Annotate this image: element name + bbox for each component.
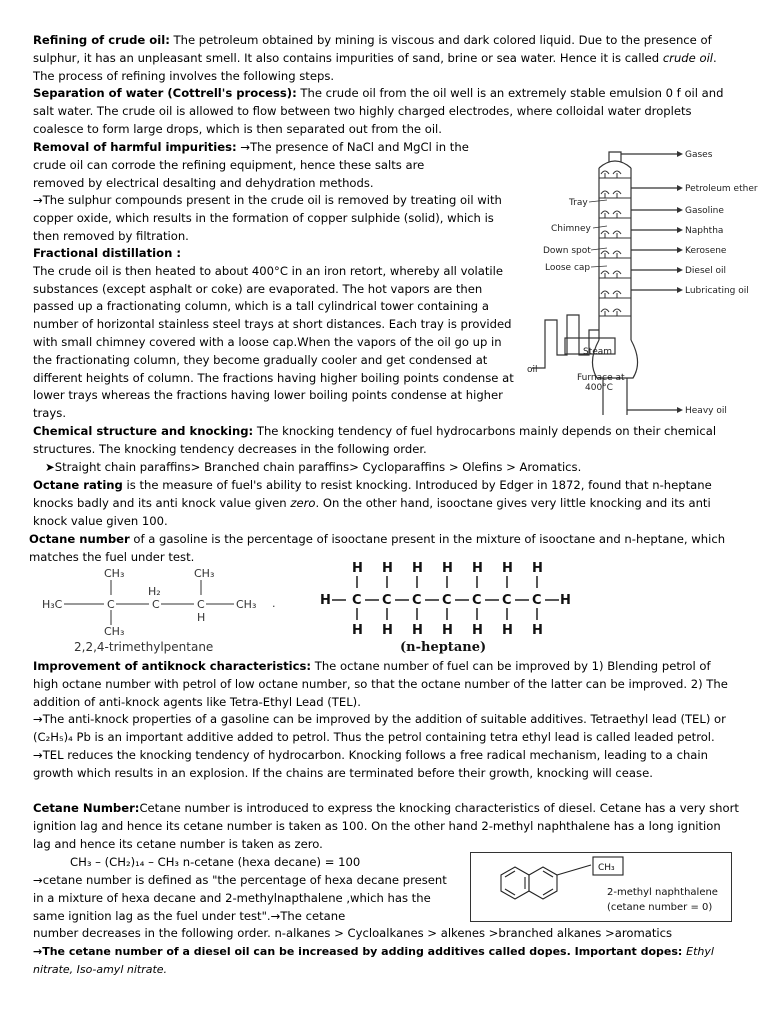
chimney-cap xyxy=(601,211,609,218)
chimney-cap xyxy=(601,291,609,298)
svg-text:2-methyl naphthalene: 2-methyl naphthalene xyxy=(607,887,718,898)
heptane-structure xyxy=(316,560,586,658)
chimney-cap xyxy=(613,211,621,218)
svg-text:Gasoline: Gasoline xyxy=(685,206,724,216)
svg-text:Lubricating oil: Lubricating oil xyxy=(685,286,749,296)
heptane-c: C xyxy=(442,593,452,608)
heading-separation: Separation of water (Cottrell's process): xyxy=(33,86,297,100)
svg-text:Furnace at: Furnace at xyxy=(577,373,625,383)
svg-text:CH₃: CH₃ xyxy=(104,625,125,638)
heptane-c: C xyxy=(352,593,362,608)
chimney-cap xyxy=(601,191,609,198)
heptane-h-top: H xyxy=(412,561,423,576)
heading-knocking: Chemical structure and knocking: xyxy=(33,424,254,438)
heptane-h-top: H xyxy=(442,561,453,576)
heading-impurities: Removal of harmful impurities: xyxy=(33,140,237,154)
svg-text:Petroleum ether: Petroleum ether xyxy=(685,184,758,194)
svg-text:(cetane number = 0): (cetane number = 0) xyxy=(607,902,713,913)
heading-octane-number: Octane number xyxy=(29,532,130,546)
chimney-cap xyxy=(613,251,621,258)
chimney-cap xyxy=(613,271,621,278)
svg-text:C: C xyxy=(152,598,160,611)
heptane-h-top: H xyxy=(532,561,543,576)
naphthalene-structure xyxy=(471,853,731,921)
svg-text:H: H xyxy=(197,611,206,624)
svg-text:H₃C: H₃C xyxy=(42,598,63,611)
heptane-c: C xyxy=(412,593,422,608)
chimney-cap xyxy=(601,231,609,238)
chimney-cap xyxy=(601,251,609,258)
svg-text:Steam: Steam xyxy=(583,347,613,357)
heptane-c: C xyxy=(502,593,512,608)
chimney-cap xyxy=(613,291,621,298)
heptane-h-bottom: H xyxy=(412,623,423,638)
svg-text:Chimney: Chimney xyxy=(551,224,591,234)
heptane-h-bottom: H xyxy=(442,623,453,638)
naphthalene-box xyxy=(470,852,732,922)
heading-antiknock: Improvement of antiknock characteristics: xyxy=(33,659,312,673)
cetane-dopes: →The cetane number of a diesel oil can be increased by adding additives called dopes. Important dopes: Ethyl nitrate, Iso-amyl nitrate. xyxy=(33,945,714,976)
fractionating-column-figure xyxy=(527,140,759,425)
heptane-h-top: H xyxy=(352,561,363,576)
chimney-cap xyxy=(613,191,621,198)
svg-text:C: C xyxy=(107,598,115,611)
paragraph-octane-number: Octane number of a gasoline is the percentage of isooctane present in the mixture of isooctane and n-heptane, which matches the fuel under test. xyxy=(29,532,726,564)
svg-text:CH₃: CH₃ xyxy=(236,598,257,611)
paragraph-octane-rating: Octane rating is the measure of fuel's ability to resist knocking. Introduced by Edger in 1872, found that n-heptane knocks badly and its anti knock value given zero. On the other hand, isooctane gives very little knocking and its anti knock value given 100. xyxy=(33,478,712,528)
knocking-order: ➤Straight chain paraffins> Branched chain paraffins> Cycloparaffins > Olefins > Aromatics. xyxy=(45,459,582,474)
chimney-cap xyxy=(601,171,609,178)
paragraph-knocking: Chemical structure and knocking: The knocking tendency of fuel hydrocarbons mainly depends on their chemical structures. The knocking tendency decreases in the following order. ➤Straight chain paraffins> Branched chain paraffins> Cycloparaffins > Olefins > Aromatics. xyxy=(33,424,717,474)
chimney-cap xyxy=(601,309,609,316)
isooctane-structure xyxy=(36,564,286,654)
svg-text:Diesel oil: Diesel oil xyxy=(685,266,727,276)
paragraph-cetane: Cetane Number:Cetane number is introduced to express the knocking characteristics of diesel. Cetane has a very short ignition lag and hence its cetane number is taken as 100. On the other hand 2-methyl naphthalene has a long ignition lag and hence its cetane number is taken as zero. xyxy=(33,801,739,851)
heptane-name: (n-heptane) xyxy=(400,640,487,655)
svg-text:Naphtha: Naphtha xyxy=(685,226,724,236)
heading-refining: Refining of crude oil: xyxy=(33,33,170,47)
chimney-cap xyxy=(601,271,609,278)
heading-octane-rating: Octane rating xyxy=(33,478,123,492)
heptane-h-top: H xyxy=(382,561,393,576)
heptane-c: C xyxy=(382,593,392,608)
heading-cetane: Cetane Number: xyxy=(33,801,140,815)
heptane-h-bottom: H xyxy=(382,623,393,638)
heading-fractional: Fractional distillation : xyxy=(33,246,182,260)
svg-text:C: C xyxy=(197,598,205,611)
svg-text:oil: oil xyxy=(527,365,538,375)
paragraph-sulphur: →The sulphur compounds present in the crude oil is removed by treating oil with copper oxide, which results in the formation of copper sulphide (solid), which is then removed by filtration. xyxy=(33,193,502,243)
paragraph-fractional: Fractional distillation : The crude oil is then heated to about 400°C in an iron retort, whereby all volatile substances (except asphalt or coke) are evaporated. The hot vapors are then passed up a fractionating column, which is a tall cylindrical tower containing a number of horizontal stainless steel trays at short distances. Each tray is provided with small chimney covered with a loose cap.When the vapors of the oil go up in the fractionating column, they become gradually cooler and get condensed at different heights of column. The fractions having higher boiling points condense at lower trays whereas the fractions having lower boiling points condense at higher trays. xyxy=(33,246,514,421)
paragraph-impurities: Removal of harmful impurities: →The presence of NaCl and MgCl in the crude oil can corrode the refining equipment, hence these salts are removed by electrical desalting and dehydration methods. xyxy=(33,140,469,190)
svg-text:Heavy oil: Heavy oil xyxy=(685,406,727,416)
heptane-h-bottom: H xyxy=(532,623,543,638)
heptane-h-left: H xyxy=(320,593,331,608)
cetane-definition: →cetane number is defined as "the percentage of hexa decane present in a mixture of hexa decane and 2-methylnapthalene ,which has the same ignition lag as the fuel under test".→The cetane xyxy=(33,873,447,923)
paragraph-separation: Separation of water (Cottrell's process): The crude oil from the oil well is an extremely stable emulsion 0 f oil and salt water. The crude oil is allowed to flow between two highly charged electrodes, where colloidal water droplets coalesce to form large drops, which is then separated out from the oil. xyxy=(33,86,724,136)
heptane-h-top: H xyxy=(502,561,513,576)
svg-text:CH₃: CH₃ xyxy=(194,567,215,580)
cetane-order: number decreases in the following order. n-alkanes > Cycloalkanes > alkenes >branched alkanes >aromatics xyxy=(33,926,673,940)
heptane-h-bottom: H xyxy=(352,623,363,638)
heptane-c: C xyxy=(472,593,482,608)
svg-text:CH₃: CH₃ xyxy=(104,567,125,580)
svg-text:400°C: 400°C xyxy=(585,383,613,393)
svg-text:Down spot: Down spot xyxy=(543,246,591,256)
chimney-cap xyxy=(613,231,621,238)
heptane-h-bottom: H xyxy=(472,623,483,638)
svg-text:CH₃: CH₃ xyxy=(598,863,615,873)
svg-text:Kerosene: Kerosene xyxy=(685,246,727,256)
chimney-cap xyxy=(613,309,621,316)
svg-text:H₂: H₂ xyxy=(148,585,161,598)
heptane-h-right: H xyxy=(560,593,571,608)
svg-text:Gases: Gases xyxy=(685,150,713,160)
cetane-formula: CH₃ – (CH₂)₁₄ – CH₃ n-cetane (hexa decane) = 100 xyxy=(70,855,361,869)
svg-text:.: . xyxy=(272,597,276,610)
heptane-c: C xyxy=(532,593,542,608)
heptane-h-bottom: H xyxy=(502,623,513,638)
svg-text:Tray: Tray xyxy=(569,198,588,208)
svg-text:2,2,4-trimethylpentane: 2,2,4-trimethylpentane xyxy=(74,640,214,654)
chimney-cap xyxy=(613,171,621,178)
svg-text:Loose cap: Loose cap xyxy=(545,263,591,273)
heptane-h-top: H xyxy=(472,561,483,576)
paragraph-antiknock: Improvement of antiknock characteristics: The octane number of fuel can be improved by 1) Blending petrol of high octane number with petrol of low octane number, so that the octane number of the latter can be improved. 2) The addition of anti-knock agents like Tetra-Ethyl Lead (TEL). →The anti-knock properties of a gasoline can be improved by the addition of suitable additives. Tetraethyl lead (TEL) or (C₂H₅)₄ Pb is an important additive added to petrol. Thus the petrol containing tetra ethyl lead is called leaded petrol. →TEL reduces the knocking tendency of hydrocarbon. Knocking follows a free radical mechanism, leading to a chain growth which results in an explosion. If the chains are terminated before their growth, knocking will cease. xyxy=(33,659,728,780)
paragraph-refining: Refining of crude oil: The petroleum obtained by mining is viscous and dark colored liquid. Due to the presence of sulphur, it has an unpleasant smell. It also contains impurities of sand, brine or sea water. Hence it is called crude oil. The process of refining involves the following steps. xyxy=(33,33,717,83)
